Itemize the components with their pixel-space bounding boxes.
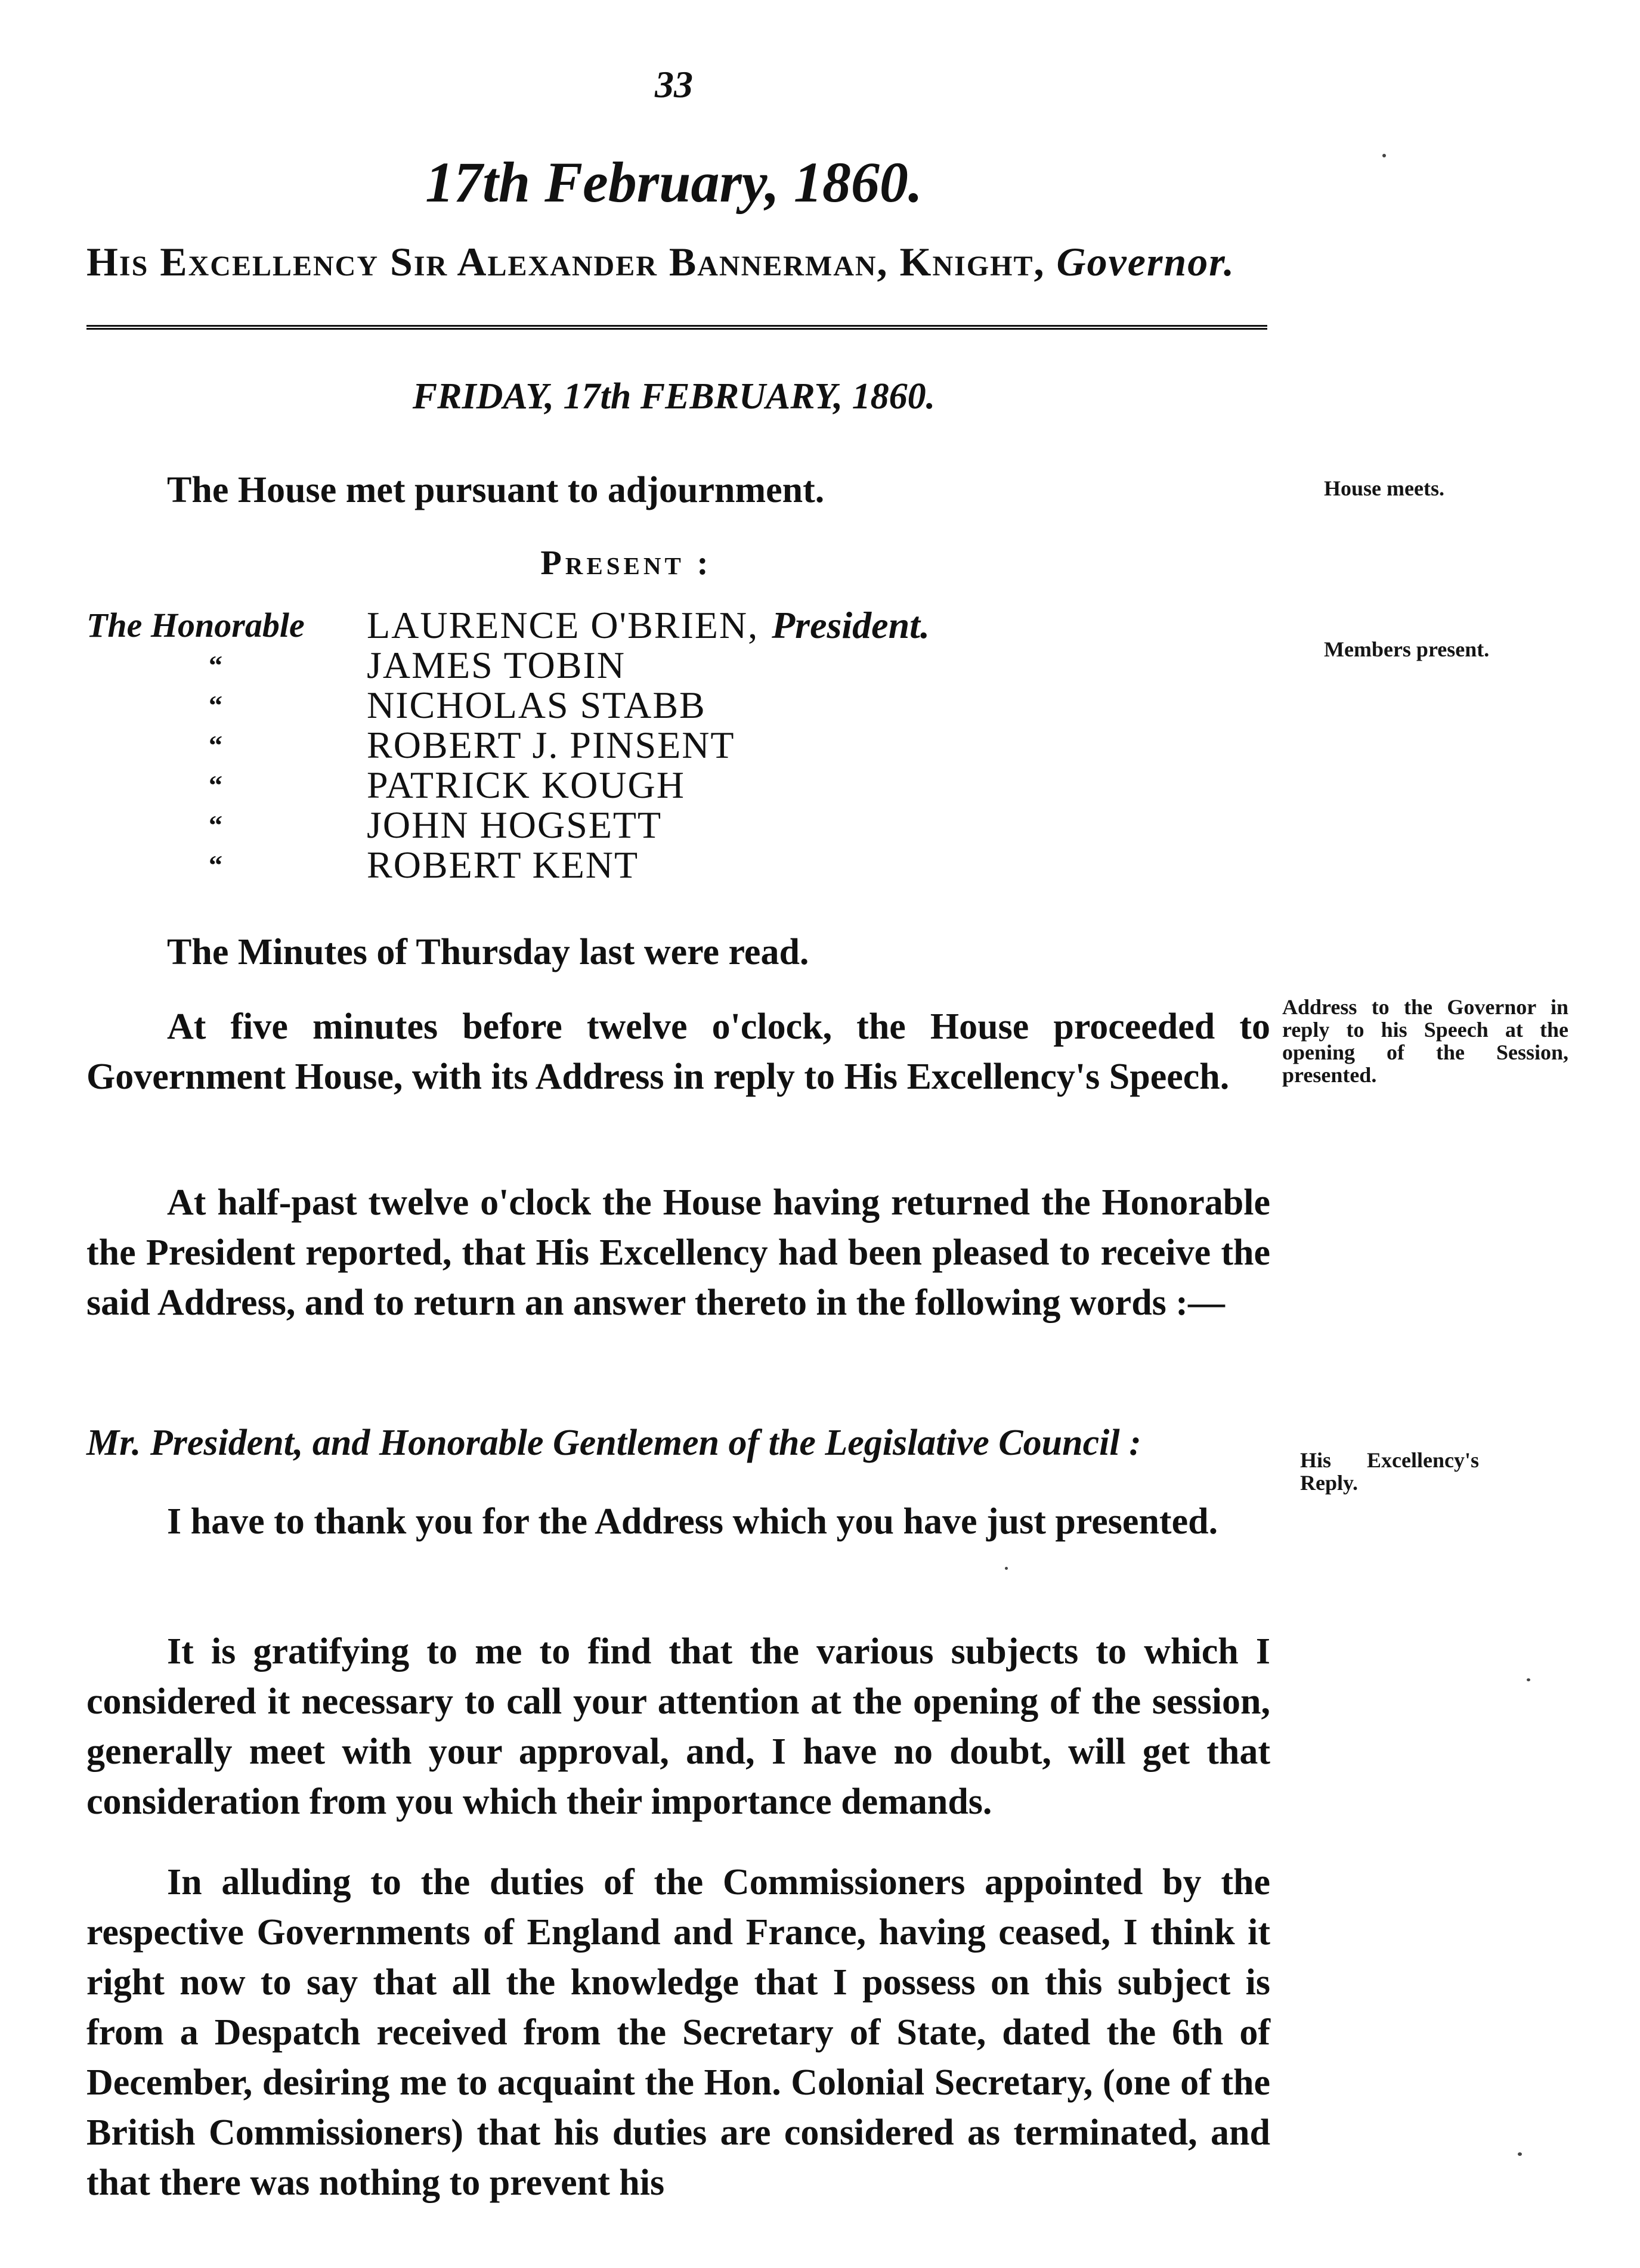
- member-name: LAURENCE O'BRIEN,: [367, 604, 759, 646]
- governor-title: Governor.: [1056, 239, 1235, 284]
- reply-paragraph-3: In alluding to the duties of the Commissioners appointed by the respective Governments of England and France, having ceased, I think it right now to say that all the knowledge that I possess on this subject is from a Despatch received from the Secretary of State, dated the 6th of December, desiring me to acquaint the Hon. Colonial Secretary, (one of the British Commissioners) that his duties are considered as terminated, and that there was nothing to prevent his: [86, 1862, 1270, 2203]
- reply-paragraph-1: I have to thank you for the Address which you have just presented.: [167, 1501, 1218, 1542]
- reply-paragraph-2: It is gratifying to me to find that the various subjects to which I considered it necessary to call your attention at the opening of the session, generally meet with your approval, and, I have no doubt, will get that consideration from you which their importance demands.: [86, 1631, 1270, 1822]
- ditto-mark: “: [209, 650, 222, 680]
- present-heading: Present :: [540, 543, 712, 582]
- ditto-mark: “: [209, 690, 222, 720]
- governor-line: [86, 238, 1279, 286]
- member-name: ROBERT J. PINSENT: [367, 724, 735, 766]
- member-name: JAMES TOBIN: [367, 644, 626, 686]
- member-row: [86, 805, 1100, 845]
- ditto-mark: “: [209, 770, 222, 800]
- member-prefix: The Honorable: [86, 606, 305, 645]
- member-name: PATRICK KOUGH: [367, 764, 685, 806]
- page-number: 33: [655, 63, 693, 106]
- member-name: NICHOLAS STABB: [367, 684, 706, 726]
- member-row: [86, 645, 1100, 685]
- header-rule: [86, 325, 1267, 330]
- paragraph-address: At five minutes before twelve o'clock, the House proceeded to Government House, with its Address in reply to His Excellency's Speech.: [86, 1006, 1270, 1097]
- ditto-mark: “: [209, 730, 222, 760]
- day-heading: FRIDAY, 17th FEBRUARY, 1860.: [412, 376, 936, 417]
- margin-note-excellency-reply: His Excellency's Reply.: [1300, 1448, 1479, 1495]
- member-row: [86, 605, 1100, 645]
- member-role: President.: [772, 604, 930, 646]
- scan-speck: [1005, 1567, 1008, 1570]
- paragraph-returned: At half-past twelve o'clock the House having returned the Honorable the President reported, that His Excellency had been pleased to receive the said Address, and to return an answer thereto in the following words :—: [86, 1182, 1270, 1323]
- governor-name: His Excellency Sir Alexander Bannerman, Knight,: [86, 239, 1045, 284]
- member-row: [86, 725, 1100, 765]
- reply-heading: Mr. President, and Honorable Gentlemen of the Legislative Council :: [86, 1423, 1141, 1463]
- scan-speck: [1518, 2152, 1522, 2156]
- scan-speck: [1527, 1678, 1530, 1681]
- members-list: [86, 605, 1100, 885]
- member-row: [86, 765, 1100, 805]
- member-row: [86, 845, 1100, 885]
- ditto-mark: “: [209, 810, 222, 840]
- margin-note-address-presented: Address to the Governor in reply to his Speech at the opening of the Session, presented.: [1282, 995, 1568, 1087]
- member-name: JOHN HOGSETT: [367, 804, 663, 846]
- margin-note-members-present: Members present.: [1324, 637, 1490, 661]
- ditto-mark: “: [209, 850, 222, 880]
- member-name: ROBERT KENT: [367, 844, 639, 886]
- date-heading: 17th February, 1860.: [425, 150, 923, 214]
- minutes-read-line: The Minutes of Thursday last were read.: [167, 932, 809, 972]
- scan-speck: [1382, 154, 1386, 157]
- house-met-line: The House met pursuant to adjournment.: [167, 470, 825, 510]
- member-row: [86, 685, 1100, 725]
- margin-note-house-meets: House meets.: [1324, 476, 1444, 500]
